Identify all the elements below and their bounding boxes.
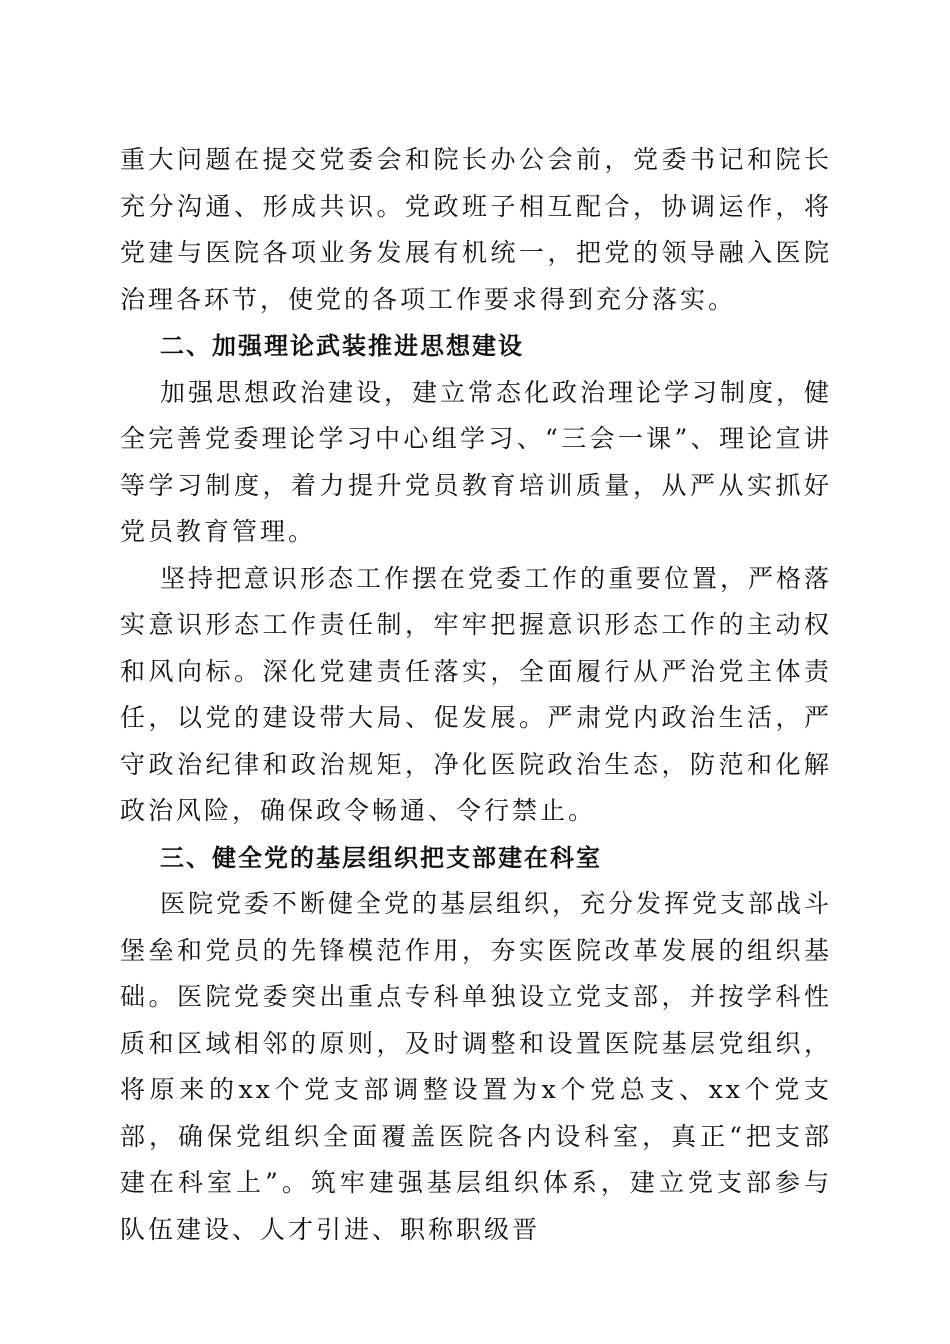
section-heading-3: 三、健全党的基层组织把支部建在科室 [160, 843, 602, 872]
paragraph-ideology-responsibility: 坚持把意识形态工作摆在党委工作的重要位置，严格落实意识形态工作责任制，牢牢把握意识形态工作的主动权和风向标。深化党建责任落实，全面履行从严治党主体责任，以党的建设带大局、促发展。严肃党内政治生活，严守政治纪律和政治规矩，净化医院政治生态，防范和化解政治风险，确保政令畅通、令行禁止。 [120, 563, 833, 825]
paragraph-continuation: 重大问题在提交党委会和院长办公会前，党委书记和院长充分沟通、形成共识。党政班子相互配合，协调运作，将党建与医院各项业务发展有机统一，把党的领导融入医院治理各环节，使党的各项工作要求得到充分落实。 [120, 145, 832, 314]
paragraph-ideology-study: 加强思想政治建设，建立常态化政治理论学习制度，健全完善党委理论学习中心组学习、“三会一课”、理论宣讲等学习制度，着力提升党员教育培训质量，从严从实抓好党员教育管理。 [120, 377, 833, 546]
document-body [120, 137, 832, 1253]
section-heading-2: 二、加强理论武装推进思想建设 [160, 332, 524, 360]
paragraph-grassroots-organization: 医院党委不断健全党的基层组织，充分发挥党支部战斗堡垒和党员的先锋模范作用，夯实医院改革发展的组织基础。医院党委突出重点专科单独设立党支部，并按学科性质和区域相邻的原则，及时调整和设置医院基层党组织，将原来的xx个党支部调整设置为x个党总支、xx个党支部，确保党组织全面覆盖医院各内设科室，真正“把支部建在科室上”。筑牢建强基层组织体系，建立党支部参与队伍建设、人才引进、职称职级晋 [120, 889, 833, 1244]
